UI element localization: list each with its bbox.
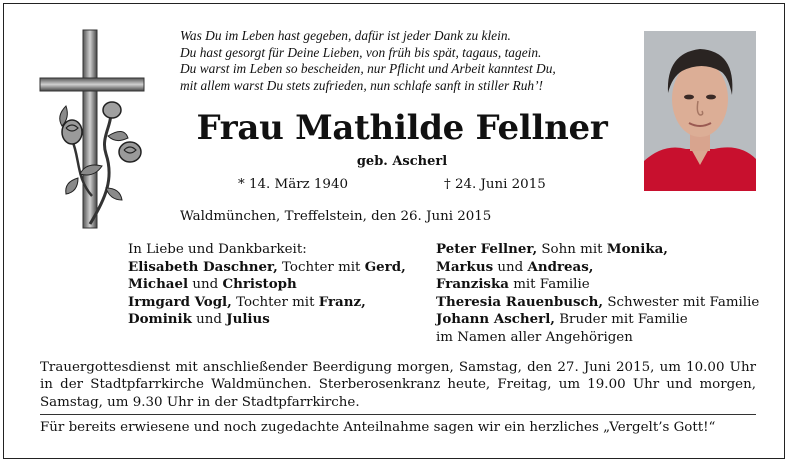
poem-line: mit allem warst Du stets zufrieden, nun schlafe sanft in stiller Ruh’!: [180, 77, 544, 93]
mourner-name: Monika,: [606, 241, 668, 257]
service-information: Trauergottesdienst mit anschließender Beerdigung morgen, Samstag, den 27. Juni 2015, um 10.00 Uhr in der Stadtpfarrkirche Waldmünchen. Sterberosenkranz heute, Freitag, um 19.00 Uhr und morgen, Samstag, um 9.30 Uhr in der Stadtpfarrkirche.: [40, 360, 756, 410]
mourner-name: Theresia Rauenbusch,: [436, 293, 604, 310]
poem-line: Was Du im Leben hast gegeben, dafür ist jeder Dank zu klein.: [180, 28, 511, 43]
mourner-relation: Bruder mit Familie: [554, 312, 688, 328]
mourner-line: [436, 259, 759, 277]
mourner-line: [128, 294, 406, 312]
place-and-date: Waldmünchen, Treffelstein, den 26. Juni 2015: [180, 209, 492, 224]
death-date: † 24. Juni 2015: [444, 177, 546, 192]
mourners-intro: In Liebe und Dankbarkeit:: [128, 242, 307, 257]
mourner-relation: Tochter mit: [231, 294, 319, 310]
mourner-name: Christoph: [222, 276, 297, 293]
mourner-name: Irmgard Vogl,: [128, 293, 232, 310]
mourner-relation: Tochter mit: [277, 259, 365, 275]
poem-line: Du hast gesorgt für Deine Lieben, von früh bis spät, tagaus, tagein.: [180, 44, 542, 60]
mourner-relation: und: [493, 259, 528, 275]
mourner-name: Johann Ascherl,: [436, 311, 555, 328]
mourner-relation: mit Familie: [508, 277, 590, 293]
mourner-line: [128, 311, 406, 329]
mourner-name: Julius: [226, 311, 270, 328]
memorial-poem: [180, 28, 640, 94]
mourner-relation: und: [188, 277, 223, 293]
mourner-relation: Schwester mit Familie: [603, 294, 760, 310]
mourner-line: [436, 294, 759, 312]
poem-line: Du warst im Leben so bescheiden, nur Pflicht und Arbeit kanntest Du,: [180, 61, 556, 77]
mourner-line: [436, 311, 759, 329]
mourners-right: [436, 241, 759, 347]
mourner-name: Markus: [436, 258, 494, 275]
mourner-relation: und: [191, 312, 227, 328]
portrait-photo: [644, 31, 756, 191]
obituary-notice: [3, 3, 785, 459]
mourner-name: Elisabeth Daschner,: [128, 258, 278, 275]
maiden-name: geb. Ascherl: [356, 154, 448, 169]
mourner-name: Gerd,: [364, 258, 406, 275]
mourner-name: Franziska: [436, 276, 509, 293]
mourner-line: [436, 276, 759, 294]
mourner-name: Andreas,: [527, 258, 594, 275]
birth-date: * 14. März 1940: [238, 177, 348, 192]
mourner-name: Peter Fellner,: [436, 241, 538, 257]
mourner-line: im Namen aller Angehörigen: [436, 329, 633, 345]
mourner-line: [436, 241, 759, 259]
mourner-name: Dominik: [128, 311, 192, 328]
divider: [40, 414, 756, 415]
mourner-relation: Sohn mit: [537, 242, 607, 257]
cross-with-roses-icon: [36, 28, 148, 232]
mourner-line: [128, 259, 406, 277]
mourner-name: Michael: [128, 276, 189, 293]
thanks-note: Für bereits erwiesene und noch zugedachte Anteilnahme sagen wir ein herzliches „Vergelt’s Gott!“: [40, 420, 716, 435]
mourner-name: Franz,: [318, 293, 366, 310]
deceased-name: Frau Mathilde Fellner: [196, 108, 608, 148]
mourners-left: [128, 241, 406, 329]
mourner-line: [128, 276, 406, 294]
